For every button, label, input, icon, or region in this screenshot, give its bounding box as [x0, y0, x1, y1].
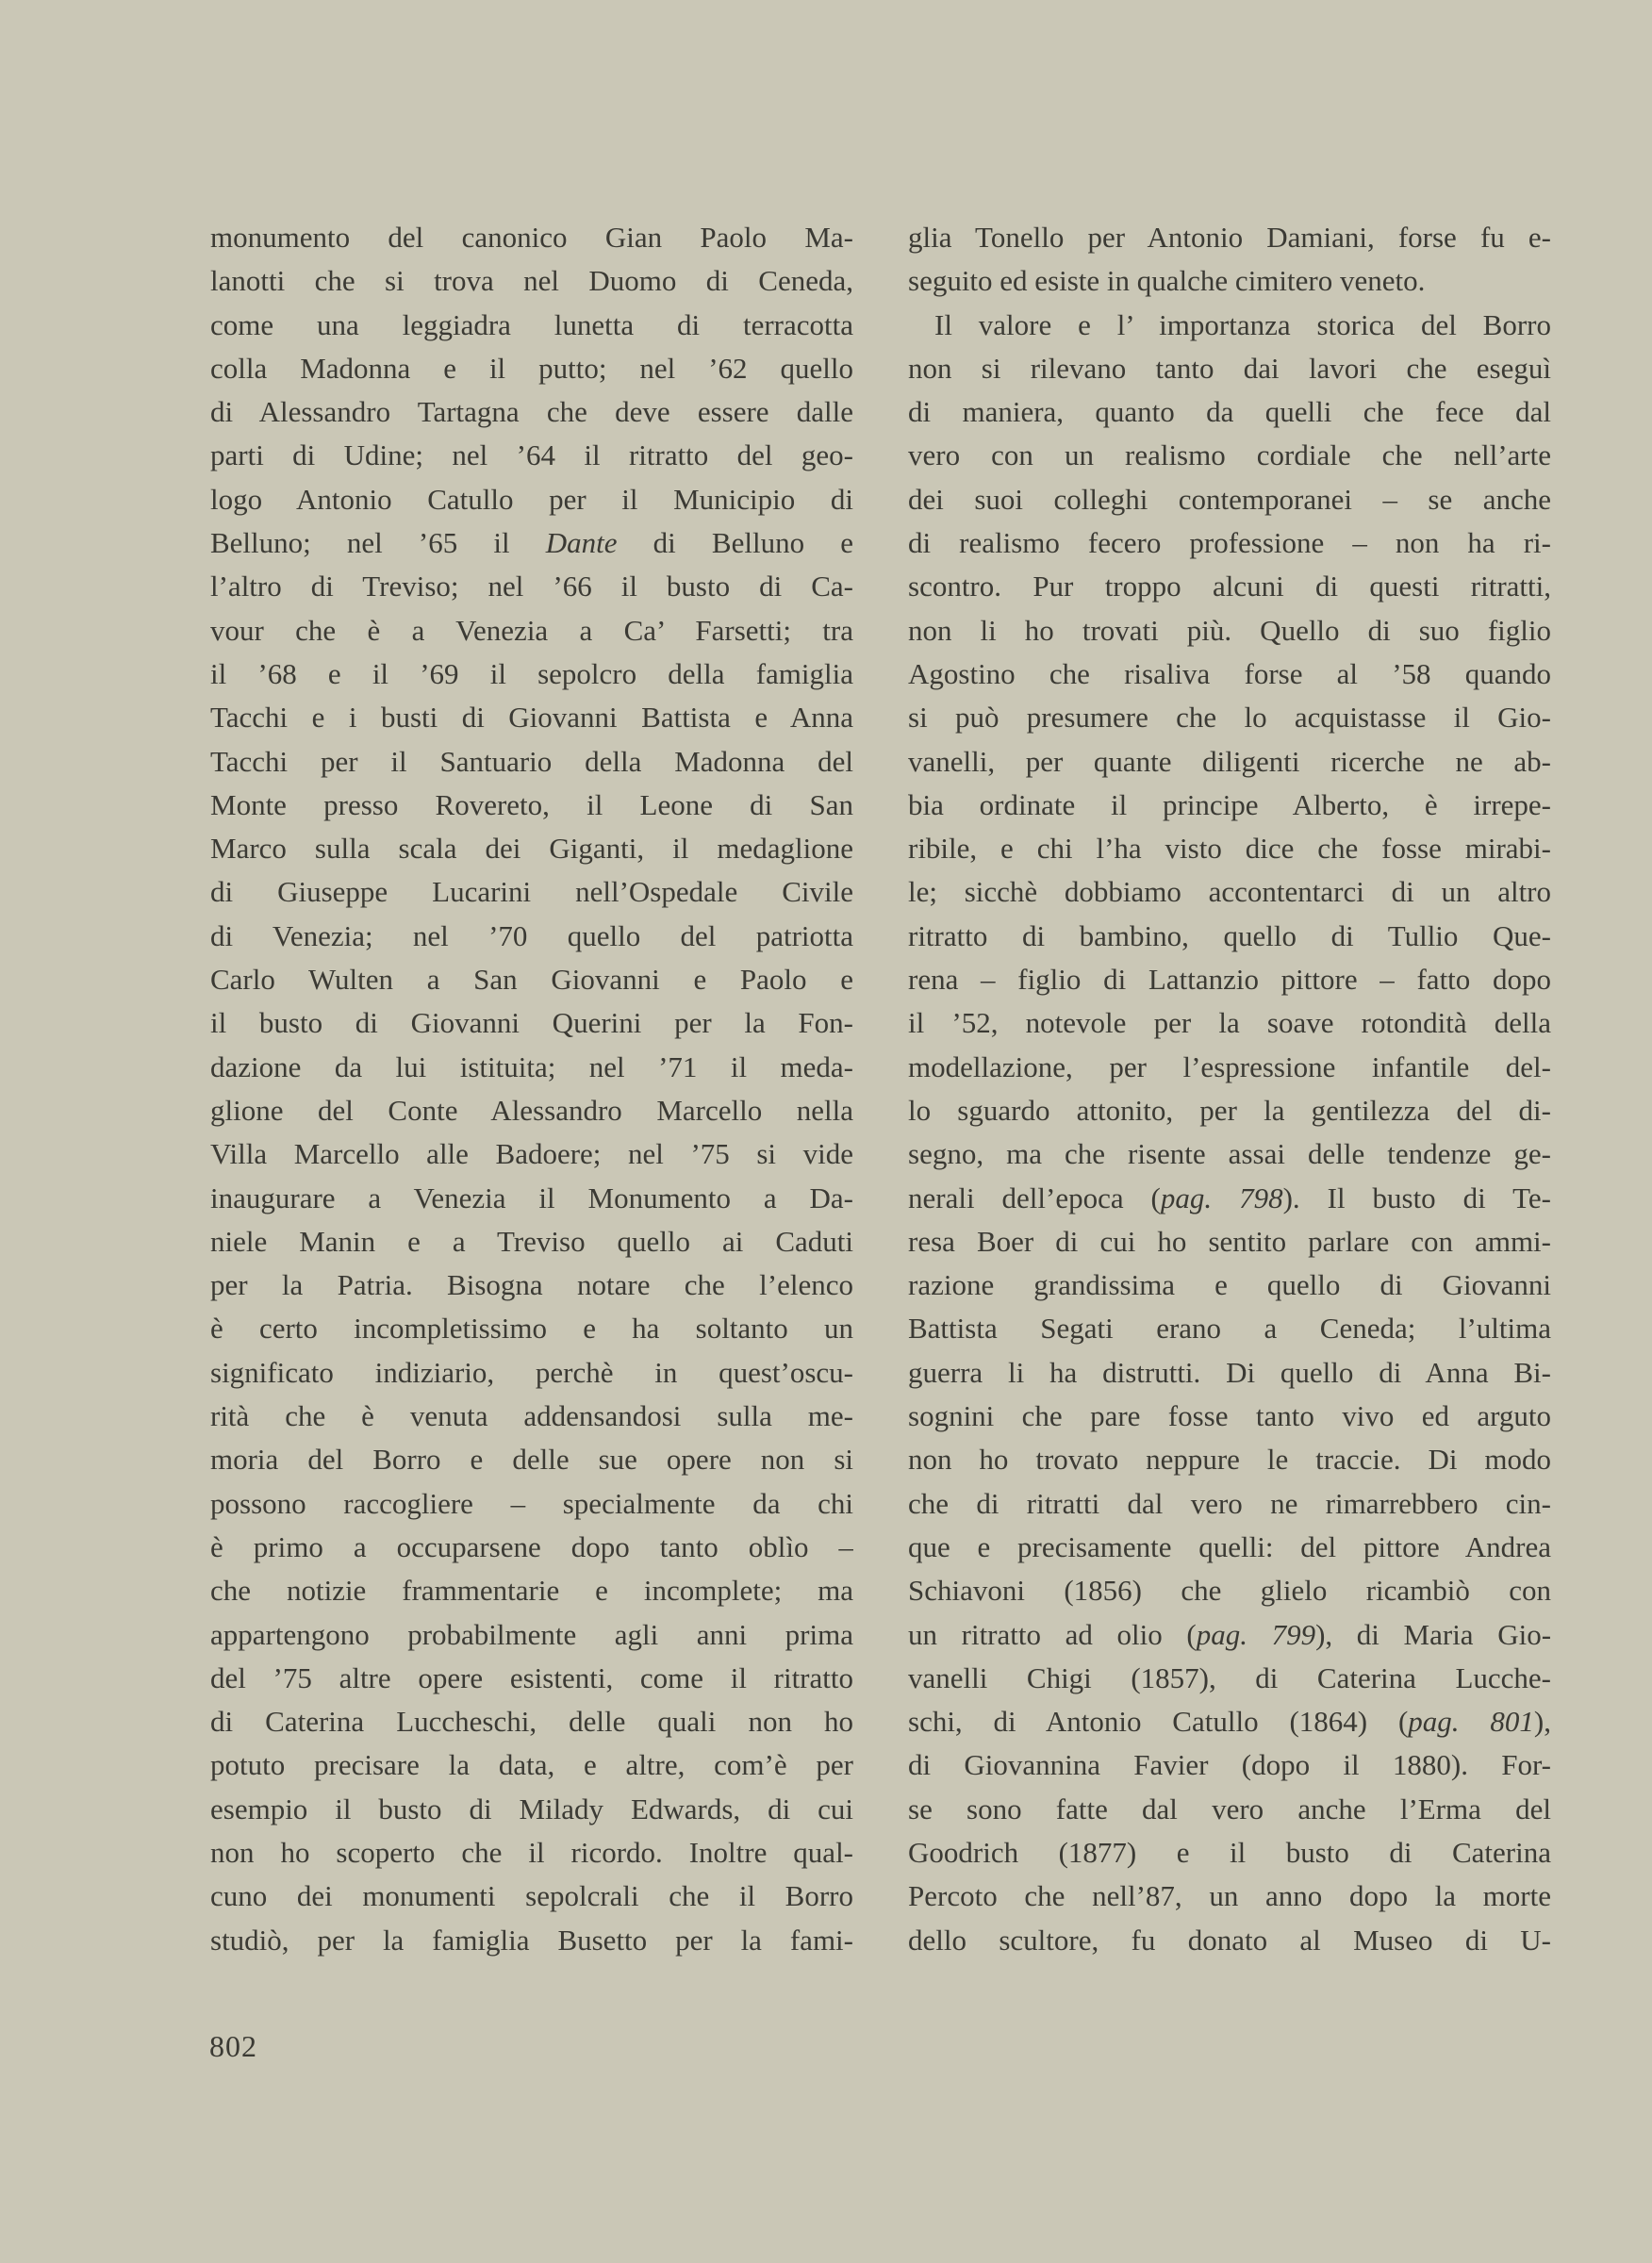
text-line: di Caterina Luccheschi, delle quali non ho	[210, 1705, 853, 1739]
text-line: ritratto di bambino, quello di Tullio Que-	[908, 918, 1551, 952]
text-line: parti di Udine; nel ’64 il ritratto del geo-	[210, 438, 853, 472]
text-line: lo sguardo attonito, per la gentilezza del di-	[908, 1093, 1551, 1127]
text-line: si può presumere che lo acquistasse il Gio-	[908, 701, 1551, 735]
text-line: il busto di Giovanni Querini per la Fon-	[210, 1006, 853, 1040]
text-line: esempio il busto di Milady Edwards, di cui	[210, 1792, 853, 1825]
text-line: che notizie frammentarie e incomplete; ma	[210, 1574, 853, 1608]
text-line: Il valore e l’ importanza storica del Borro	[934, 307, 1551, 341]
left-text-column	[210, 216, 853, 1962]
text-line: dei suoi colleghi contemporanei – se anche	[908, 482, 1551, 516]
text-line: colla Madonna e il putto; nel ’62 quello	[210, 351, 853, 385]
text-line: Belluno; nel ’65 il Dante di Belluno e	[210, 526, 853, 560]
text-line: di Giuseppe Lucarini nell’Ospedale Civile	[210, 875, 853, 909]
text-line: vour che è a Venezia a Ca’ Farsetti; tra	[210, 613, 853, 647]
text-line: non li ho trovati più. Quello di suo figlio	[908, 613, 1551, 647]
text-line: è primo a occuparsene dopo tanto oblìo –	[210, 1529, 853, 1563]
text-line: Schiavoni (1856) che glielo ricambiò con	[908, 1574, 1551, 1608]
text-line: è certo incompletissimo e ha soltanto un	[210, 1312, 853, 1346]
text-line: le; sicchè dobbiamo accontentarci di un altro	[908, 875, 1551, 909]
right-text-column	[908, 216, 1551, 1962]
text-line: sognini che pare fosse tanto vivo ed arguto	[908, 1399, 1551, 1433]
text-line: potuto precisare la data, e altre, com’è per	[210, 1748, 853, 1782]
text-line: inaugurare a Venezia il Monumento a Da-	[210, 1181, 853, 1214]
text-line: Carlo Wulten a San Giovanni e Paolo e	[210, 963, 853, 997]
text-line: Tacchi per il Santuario della Madonna del	[210, 744, 853, 778]
text-line: di maniera, quanto da quelli che fece dal	[908, 395, 1551, 429]
text-line: significato indiziario, perchè in quest’oscu-	[210, 1355, 853, 1389]
text-line: bia ordinate il principe Alberto, è irrepe-	[908, 787, 1551, 821]
text-line: non si rilevano tanto dai lavori che eseguì	[908, 351, 1551, 385]
text-line: glione del Conte Alessandro Marcello nella	[210, 1093, 853, 1127]
text-line: schi, di Antonio Catullo (1864) (pag. 801),	[908, 1705, 1551, 1739]
text-line: un ritratto ad olio (pag. 799), di Maria Gio-	[908, 1617, 1551, 1651]
text-line: modellazione, per l’espressione infantile del-	[908, 1049, 1551, 1083]
text-line: niele Manin e a Treviso quello ai Caduti	[210, 1224, 853, 1258]
text-line: Agostino che risaliva forse al ’58 quando	[908, 656, 1551, 690]
text-line: monumento del canonico Gian Paolo Ma-	[210, 221, 853, 254]
text-line: di realismo fecero professione – non ha ri-	[908, 526, 1551, 560]
text-line: di Alessandro Tartagna che deve essere dalle	[210, 395, 853, 429]
text-line: Goodrich (1877) e il busto di Caterina	[908, 1835, 1551, 1869]
text-line: segno, ma che risente assai delle tendenze ge-	[908, 1137, 1551, 1171]
text-line: lanotti che si trova nel Duomo di Ceneda,	[210, 264, 853, 298]
text-line: vanelli, per quante diligenti ricerche ne ab-	[908, 744, 1551, 778]
text-line: scontro. Pur troppo alcuni di questi ritratti,	[908, 570, 1551, 603]
text-line: cuno dei monumenti sepolcrali che il Borro	[210, 1879, 853, 1913]
text-line: guerra li ha distrutti. Di quello di Anna Bi-	[908, 1355, 1551, 1389]
text-line: dello scultore, fu donato al Museo di U-	[908, 1923, 1551, 1957]
text-line: del ’75 altre opere esistenti, come il ritratto	[210, 1660, 853, 1694]
page-number: 802	[209, 2029, 257, 2063]
text-line: logo Antonio Catullo per il Municipio di	[210, 482, 853, 516]
text-line: ribile, e chi l’ha visto dice che fosse mirabi-	[908, 832, 1551, 866]
text-line: razione grandissima e quello di Giovanni	[908, 1268, 1551, 1302]
text-line: vanelli Chigi (1857), di Caterina Lucche-	[908, 1660, 1551, 1694]
text-line: Monte presso Rovereto, il Leone di San	[210, 787, 853, 821]
text-line: que e precisamente quelli: del pittore Andrea	[908, 1529, 1551, 1563]
text-line: se sono fatte dal vero anche l’Erma del	[908, 1792, 1551, 1825]
text-line: moria del Borro e delle sue opere non si	[210, 1443, 853, 1477]
text-line: glia Tonello per Antonio Damiani, forse fu e-	[908, 221, 1551, 254]
text-line: appartengono probabilmente agli anni prima	[210, 1617, 853, 1651]
text-line: Battista Segati erano a Ceneda; l’ultima	[908, 1312, 1551, 1346]
text-line: Percoto che nell’87, un anno dopo la morte	[908, 1879, 1551, 1913]
text-line: possono raccogliere – specialmente da chi	[210, 1486, 853, 1520]
text-line: Villa Marcello alle Badoere; nel ’75 si vide	[210, 1137, 853, 1171]
text-line: che di ritratti dal vero ne rimarrebbero cin-	[908, 1486, 1551, 1520]
text-line: come una leggiadra lunetta di terracotta	[210, 307, 853, 341]
text-line: il ’68 e il ’69 il sepolcro della famiglia	[210, 656, 853, 690]
text-line: rità che è venuta addensandosi sulla me-	[210, 1399, 853, 1433]
text-line: Marco sulla scala dei Giganti, il medaglione	[210, 832, 853, 866]
text-line: Tacchi e i busti di Giovanni Battista e Anna	[210, 701, 853, 735]
text-line: studiò, per la famiglia Busetto per la fami-	[210, 1923, 853, 1957]
text-line: non ho trovato neppure le traccie. Di modo	[908, 1443, 1551, 1477]
text-line: l’altro di Treviso; nel ’66 il busto di Ca-	[210, 570, 853, 603]
text-line: per la Patria. Bisogna notare che l’elenco	[210, 1268, 853, 1302]
text-line: seguito ed esiste in qualche cimitero veneto.	[908, 264, 1426, 298]
text-line: di Venezia; nel ’70 quello del patriotta	[210, 918, 853, 952]
text-line: il ’52, notevole per la soave rotondità della	[908, 1006, 1551, 1040]
text-line: vero con un realismo cordiale che nell’arte	[908, 438, 1551, 472]
text-line: nerali dell’epoca (pag. 798). Il busto di Te-	[908, 1181, 1551, 1214]
text-line: dazione da lui istituita; nel ’71 il meda-	[210, 1049, 853, 1083]
text-line: resa Boer di cui ho sentito parlare con ammi-	[908, 1224, 1551, 1258]
text-line: di Giovannina Favier (dopo il 1880). For-	[908, 1748, 1551, 1782]
text-line: rena – figlio di Lattanzio pittore – fatto dopo	[908, 963, 1551, 997]
text-line: non ho scoperto che il ricordo. Inoltre qual-	[210, 1835, 853, 1869]
